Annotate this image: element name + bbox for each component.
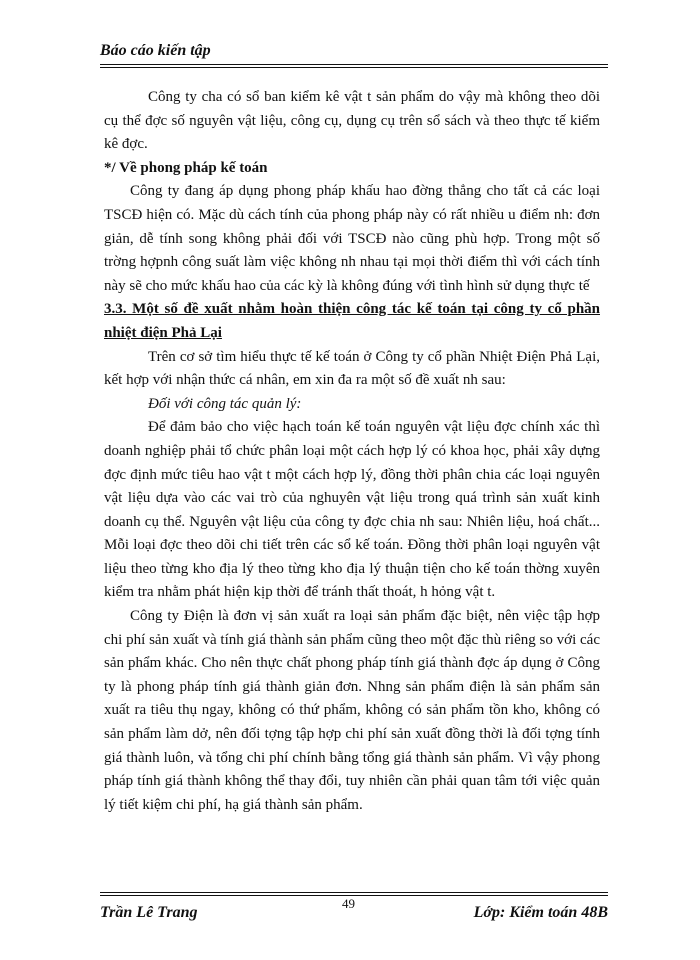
paragraph-4: Để đảm bảo cho việc hạch toán kế toán nguyên vật liệu đợc chính xác thì doanh nghiệp phải tổ chức phân loại một cách hợp lý có khoa học, phải xây dựng đợc định mức tiêu hao vật t một cách hợp lý, đồng thời phân chia các loại nguyên vật liệu dựa vào các vai trò của nghuyên vật liệu trong quá trình sản xuất kinh doanh cụ thể. Nguyên vật liệu của công ty đợc chia nh sau: Nhiên liệu, hoá chất... Mỗi loại đợc theo dõi chi tiết trên các sổ kế toán. Đồng thời phân loại nguyên vật liệu theo từng kho địa lý theo từng kho địa lý thuận tiện cho kế toán thờng xuyên kiểm tra nhằm phát hiện kịp thời để tránh thất thoát, h hỏng vật t. [104,419,600,601]
section-heading-3-3: 3.3. Một số đề xuất nhằm hoàn thiện công tác kế toán tại công ty cổ phần nhiệt điện Phả Lại [104,301,600,341]
paragraph-1: Công ty cha có sổ ban kiểm kê vật t sản phẩm do vậy mà không theo dõi cụ thể đợc số nguyên vật liệu, công cụ, dụng cụ trên sổ sách và theo thực tế kiểm kê đợc. [104,89,600,153]
document-body [104,86,600,817]
paragraph-2: Công ty đang áp dụng phong pháp khấu hao đờng thẳng cho tất cả các loại TSCĐ hiện có. Mặc dù cách tính của phong pháp này có rất nhiều u điểm nh: đơn giản, dễ tính song không phải đối với TSCĐ nào cũng phù hợp. Trong một số trờng hợpnh công suất làm việc không nh nhau tại mọi thời điểm thì với cách tính này sẽ cho mức khấu hao của các kỳ là không đúng với tình hình sử dụng thực tế [104,183,600,294]
paragraph-5: Công ty Điện là đơn vị sản xuất ra loại sản phẩm đặc biệt, nên việc tập hợp chi phí sản xuất và tính giá thành sản phẩm cũng theo một đặc thù riêng so với các sản phẩm khác. Cho nên thực chất phong pháp tính giá thành đợc áp dụng ở Công ty là phong pháp tính giá thành giản đơn. Nhng sản phẩm điện là sản phẩm sản xuất ra tiêu thụ ngay, không có thứ phẩm, không có sản phẩm tồn kho, không có sản phẩm làm dở, nên đối tợng tập hợp chi phí sản xuất đồng thời là đối tợng tính giá thành luôn, và tổng chi phí chính bằng tổng giá thành sản phẩm. Vì vậy phong pháp tính giá thành không thể thay đổi, tuy nhiên cần phải quan tâm tới việc quản lý tiết kiệm chi phí, hạ giá thành sản phẩm. [104,608,600,813]
paragraph-3: Trên cơ sở tìm hiểu thực tế kế toán ở Công ty cổ phần Nhiệt Điện Phả Lại, kết hợp với nhận thức cá nhân, em xin đa ra một số đề xuất nh sau: [104,348,600,389]
page-number: 49 [342,896,355,911]
page-header [100,42,608,68]
footer-author: Trần Lê Trang [100,904,198,921]
header-rule [100,64,608,68]
header-title: Báo cáo kiến tập [100,42,211,59]
footer-row [100,896,608,924]
footer-class: Lớp: Kiểm toán 48B [473,904,608,921]
page-footer [100,892,608,924]
subheading-management: Đối với công tác quản lý: [148,395,302,412]
subheading-accounting-method: */ Về phong pháp kế toán [104,159,268,176]
